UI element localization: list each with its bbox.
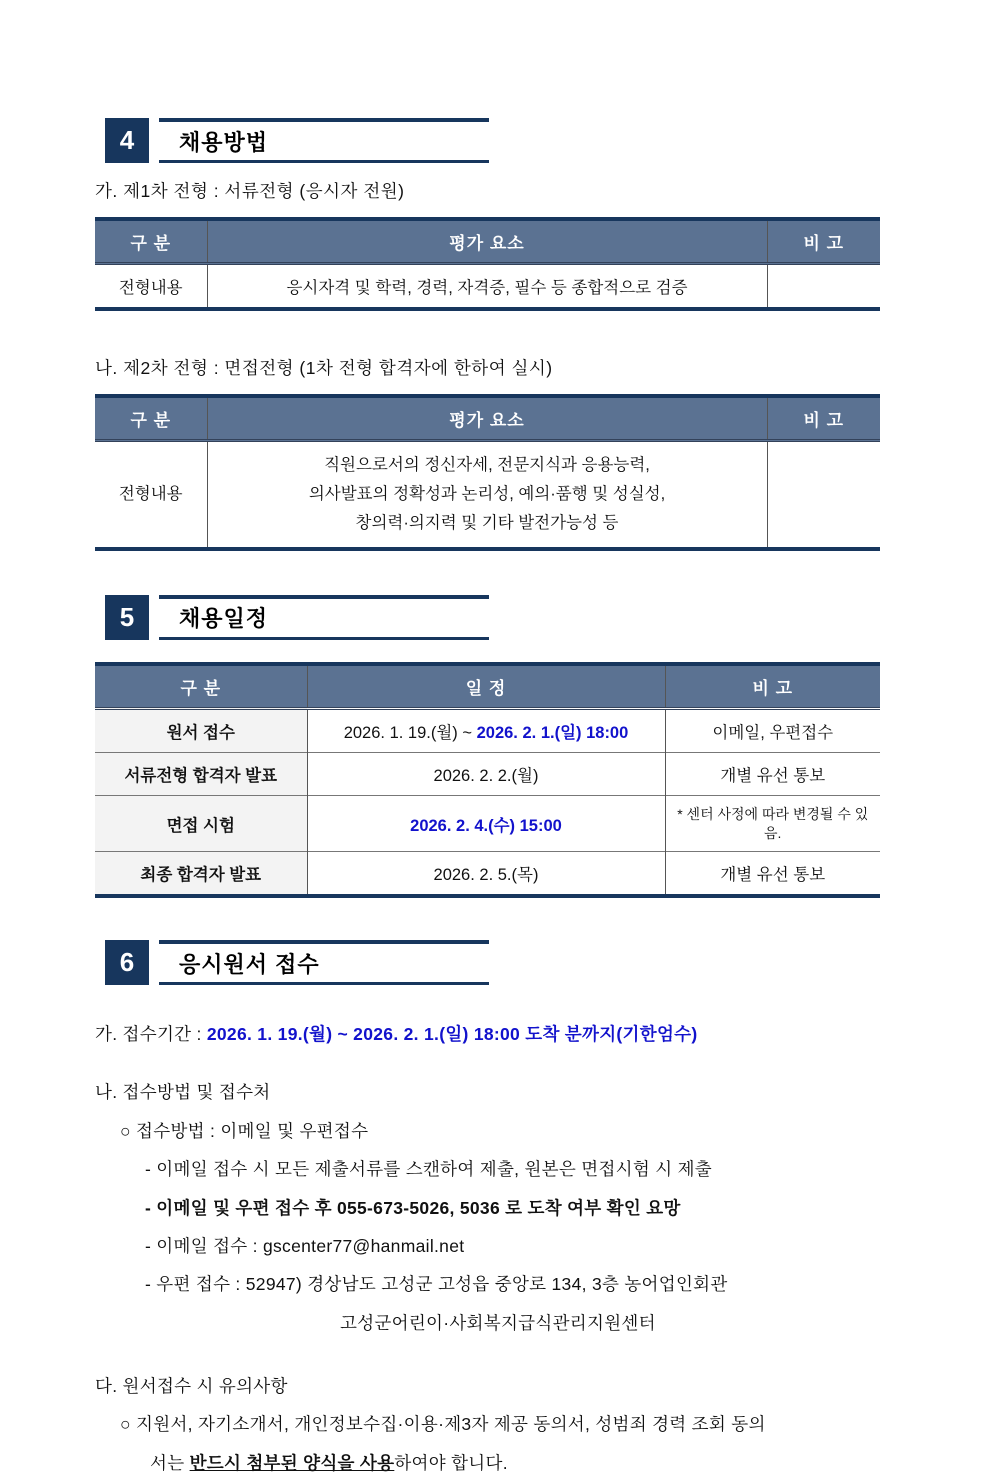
row-remark: 개별 유선 통보: [665, 852, 880, 897]
application-period-line: [95, 1021, 880, 1046]
col-header-remark: 비 고: [665, 664, 880, 709]
section-5-header: [105, 595, 880, 640]
second-round-table: [95, 394, 880, 551]
row-remark: 개별 유선 통보: [665, 752, 880, 795]
schedule-row-document-result: [95, 752, 880, 795]
section-4-title: 채용방법: [179, 129, 269, 155]
row-label: 면접 시험: [95, 795, 307, 852]
notice-prefix: 서는: [150, 1452, 190, 1473]
criteria-line-2: 의사발표의 정확성과 논리성, 예의·품행 및 성실성,: [308, 484, 666, 503]
table-row: [95, 264, 880, 310]
row-remark: [767, 264, 880, 310]
schedule-row-final-result: [95, 852, 880, 897]
section-5-title: 채용일정: [179, 606, 269, 632]
schedule-table: [95, 662, 880, 899]
col-header-schedule: 일 정: [307, 664, 665, 709]
schedule-row-interview: [95, 795, 880, 852]
col-header-criteria: 평가 요소: [207, 219, 767, 264]
first-round-heading: 가. 제1차 전형 : 서류전형 (응시자 전원): [95, 181, 405, 201]
schedule-blue-part: 2026. 2. 4.(수) 15:00: [410, 816, 562, 835]
post-address-continuation: 고성군어린이·사회복지급식관리지원센터: [340, 1312, 656, 1333]
method-dash-email: [95, 1234, 880, 1259]
section-6-header: [105, 940, 880, 985]
section-4-number-badge: 4: [105, 118, 149, 163]
row-schedule: [307, 708, 665, 752]
method-dash-confirm: - 이메일 및 우편 접수 후 055-673-5026, 5036 로 도착 여부 확인 요망: [145, 1197, 681, 1218]
col-header-remark: 비 고: [767, 396, 880, 441]
period-label: 가. 접수기간 :: [95, 1024, 207, 1045]
row-value: 응시자격 및 학력, 경력, 자격증, 필수 등 종합적으로 검증: [207, 264, 767, 310]
row-label: 전형내용: [118, 279, 183, 297]
col-header-category: 구 분: [95, 219, 207, 264]
row-remark: 이메일, 우편접수: [665, 708, 880, 752]
row-schedule: [307, 795, 665, 852]
notice-bullet-line2: [95, 1451, 880, 1476]
criteria-line-1: 직원으로서의 정신자세, 전문지식과 응용능력,: [324, 456, 650, 474]
row-label: 최종 합격자 발표: [95, 852, 307, 897]
method-heading: 나. 접수방법 및 접수처: [95, 1082, 271, 1103]
table-row: [95, 441, 880, 549]
section-5-title-bar: [159, 595, 489, 640]
notice-suffix: 하여야 합니다.: [394, 1452, 508, 1473]
first-round-table: [95, 217, 880, 311]
row-label: 전형내용: [118, 484, 183, 503]
email-label: - 이메일 접수 :: [145, 1235, 263, 1256]
schedule-black-part: 2026. 1. 19.(월) ~: [343, 723, 477, 742]
row-remark: [767, 441, 880, 549]
section-4-header: [105, 118, 880, 163]
section-6-title-bar: [159, 940, 489, 985]
table-header-row: [95, 396, 880, 441]
section-6-number-badge: 6: [105, 940, 149, 985]
notice-block: [95, 1374, 880, 1476]
col-header-category: 구 분: [95, 396, 207, 441]
col-header-category: 구 분: [95, 664, 307, 709]
row-label: 서류전형 합격자 발표: [95, 752, 307, 795]
col-header-remark: 비 고: [767, 219, 880, 264]
row-schedule: 2026. 2. 5.(목): [307, 852, 665, 897]
row-schedule: 2026. 2. 2.(월): [307, 752, 665, 795]
table-header-row: [95, 219, 880, 264]
table-header-row: [95, 664, 880, 709]
col-header-criteria: 평가 요소: [207, 396, 767, 441]
row-label: 원서 접수: [95, 708, 307, 752]
section-5-number-badge: 5: [105, 595, 149, 640]
email-address: gscenter77@hanmail.net: [262, 1235, 465, 1256]
schedule-blue-part: 2026. 2. 1.(일) 18:00: [476, 723, 629, 742]
section-6-title: 응시원서 접수: [179, 951, 320, 977]
method-bullet: ○ 접수방법 : 이메일 및 우편접수: [120, 1120, 369, 1141]
notice-heading: 다. 원서접수 시 유의사항: [95, 1376, 288, 1397]
criteria-line-3: 창의력·의지력 및 기타 발전가능성 등: [355, 513, 619, 532]
schedule-row-application: [95, 708, 880, 752]
row-value: [207, 441, 767, 549]
submission-method-block: [95, 1080, 880, 1336]
period-value: 2026. 1. 19.(월) ~ 2026. 2. 1.(일) 18:00 도착 분까지(기한엄수): [206, 1024, 698, 1045]
method-dash-scan: - 이메일 접수 시 모든 제출서류를 스캔하여 제출, 원본은 면접시험 시 제출: [145, 1159, 713, 1180]
section-4-title-bar: [159, 118, 489, 163]
second-round-heading: 나. 제2차 전형 : 면접전형 (1차 전형 합격자에 한하여 실시): [95, 358, 553, 378]
notice-bullet-line1: ○ 지원서, 자기소개서, 개인정보수집·이용·제3자 제공 동의서, 성범죄 경력 조회 동의: [120, 1414, 766, 1435]
method-dash-post: - 우편 접수 : 52947) 경상남도 고성군 고성읍 중앙로 134, 3층 농어업인회관: [145, 1274, 728, 1295]
notice-emphasis: 반드시 첨부된 양식을 사용: [189, 1452, 395, 1473]
row-remark: * 센터 사정에 따라 변경될 수 있음.: [665, 795, 880, 852]
